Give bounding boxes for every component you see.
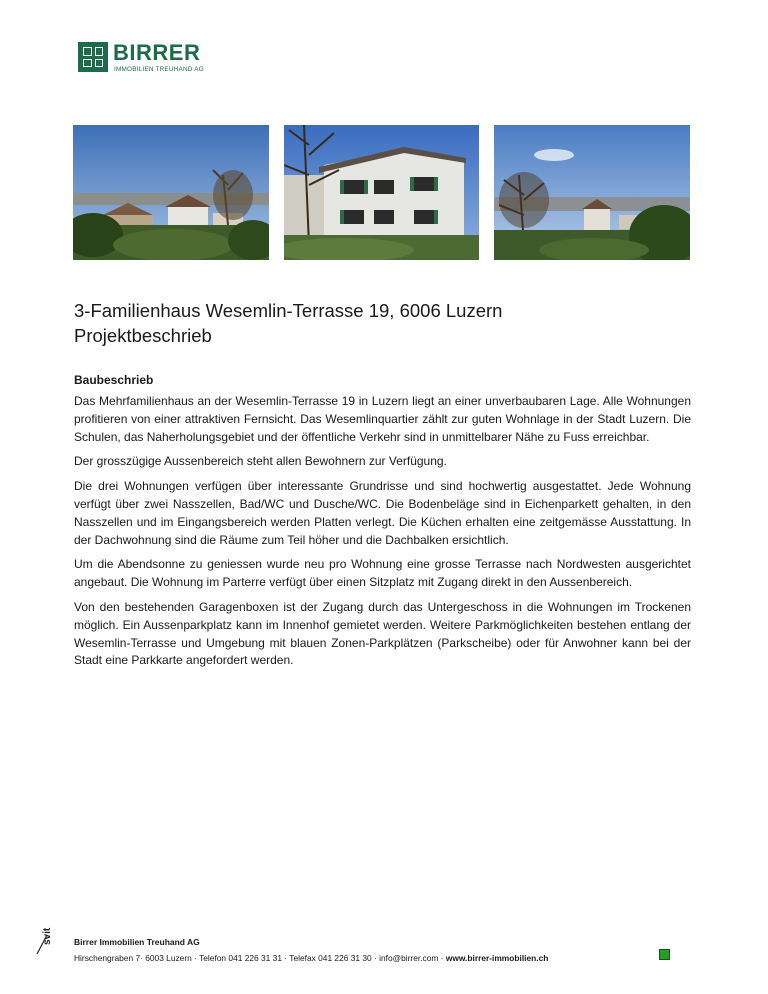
company-logo: [78, 42, 228, 76]
footer-company-name: Birrer Immobilien Treuhand AG: [74, 937, 200, 947]
photo-garden-view: [73, 125, 269, 260]
logo-name: BIRRER: [113, 40, 201, 65]
svit-logo: [34, 915, 54, 955]
photo-lake-view: [494, 125, 690, 260]
paragraph: Die drei Wohnungen verfügen über interessante Grundrisse und sind hochwertig ausgestattet. Jede Wohnung verfügt über zwei Nasszellen, Bad/WC und Dusche/WC. Die Bodenbeläge sind in Eichenparkett gehalten, in den Nasszellen und im Eingangsbereich werden Platten verlegt. Die Küchen erhalten eine zeitgemässe Ausstattung. In der Dachwohnung sind die Räume zum Teil höher und die Dachbalken ersichtlich.: [74, 479, 691, 547]
title-line-2: Projektbeschrieb: [74, 325, 212, 346]
footer-green-square-icon: [659, 949, 670, 960]
logo-grid-icon: [78, 42, 108, 72]
logo-subtitle: IMMOBILIEN TREUHAND AG: [114, 66, 204, 73]
paragraph: Das Mehrfamilienhaus an der Wesemlin-Terrasse 19 in Luzern liegt an einer unverbaubaren Lage. Alle Wohnungen profitieren von einer attraktiven Fernsicht. Das Wesemlinquartier zählt zur guten Wohnlage in der Stadt Luzern. Die Schulen, das Naherholungsgebiet und der öffentliche Verkehr sind in unmittelbarer Nähe zu Fuss erreichbar.: [74, 394, 691, 444]
svg-text:svit: svit: [42, 927, 53, 945]
section-heading: Baubeschrieb: [74, 373, 154, 387]
footer-website-link[interactable]: www.birrer-immobilien.ch: [445, 953, 549, 963]
document-title: [74, 298, 502, 348]
body-text: [74, 393, 691, 677]
footer-contact-line: [74, 953, 548, 963]
title-line-1: 3-Familienhaus Wesemlin-Terrasse 19, 6006 Luzern: [74, 300, 503, 321]
paragraph: Von den bestehenden Garagenboxen ist der Zugang durch das Untergeschoss in die Wohnungen im Trockenen möglich. Ein Aussenparkplatz kann im Innenhof gemietet werden. Weitere Parkmöglichkeiten bestehen entlang der Wesemlin-Terrasse und Umgebung mit blauen Zonen-Parkplätzen (Parkscheibe) oder für Anwohner kann bei der Stadt eine Parkkarte angefordert werden.: [74, 599, 691, 668]
paragraph: Der grosszügige Aussenbereich steht allen Bewohnern zur Verfügung.: [74, 454, 447, 469]
paragraph: Um die Abendsonne zu geniessen wurde neu pro Wohnung eine grosse Terrasse nach Nordwesten ausgerichtet angebaut. Die Wohnung im Parterre verfügt über einen Sitzplatz mit Zugang direkt in den Aussenbereich.: [74, 557, 691, 590]
photo-house-facade: [284, 125, 479, 260]
footer-address: Hirschengraben 7· 6003 Luzern · Telefon 041 226 31 31 · Telefax 041 226 31 30 · info@birrer.com ·: [74, 953, 446, 963]
